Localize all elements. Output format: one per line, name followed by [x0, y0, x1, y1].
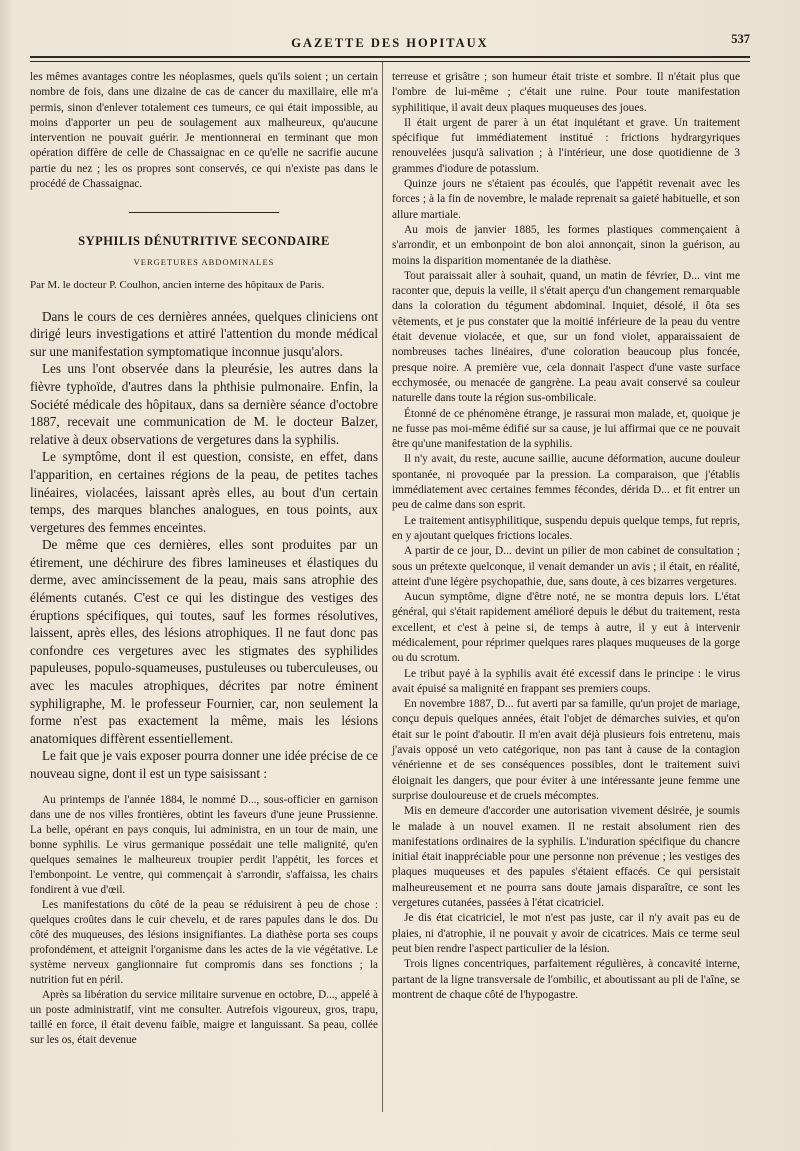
section-ornament	[30, 204, 378, 219]
paragraph: Le fait que je vais exposer pourra donner une idée précise de ce nouveau signe, dont il est un type saisissant :	[30, 748, 378, 781]
paragraph: Tout paraissait aller à souhait, quand, un matin de février, D... vint me raconter que, depuis la veille, il s'était aperçu d'un changement remarquable dans la coloration du tégument abdominal. Inquiet, désolé, il ôta ses vêtements, et je pus constater que la moitié inférieure de la peau du ventre était devenue violacée, et que, sur un fond violet, apparaissaient de nombreuses taches linéaires, d'une coloration beaucoup plus foncée, presque noire. A première vue, cela donnait l'aspect d'une vaste surface ecchymosée, ou menacée de gangrène. La peau avait conservé sa couleur naturelle dans toute la région sus-ombilicale.	[392, 269, 740, 405]
article-subtitle: VERGETURES ABDOMINALES	[133, 256, 275, 267]
right-column	[392, 70, 740, 1003]
paragraph: Les uns l'ont observée dans la pleurésie, les autres dans la fièvre typhoïde, d'autres dans la phthisie pulmonaire. Enfin, la Société médicale des hôpitaux, dans sa dernière séance d'octobre 1887, recevait une communication de M. le docteur Balzer, relative à deux observations de vergetures dans la syphilis.	[30, 361, 378, 447]
case-report	[30, 793, 378, 1048]
paragraph: A partir de ce jour, D... devint un pilier de mon cabinet de consultation ; sous un prétexte quelconque, il venait demander un avis ; il était, en réalité, atteint d'une légère psychopathie, due, sans doute, à ces bizarres vergetures.	[392, 545, 740, 588]
article-intro	[30, 308, 378, 783]
header-rule-thin	[30, 61, 750, 62]
header-rule	[30, 56, 750, 58]
running-title: GAZETTE DES HOPITAUX	[291, 36, 489, 50]
article-title: SYPHILIS DÉNUTRITIVE SECONDAIRE	[78, 233, 330, 248]
page-header	[30, 32, 750, 52]
paragraph: Trois lignes concentriques, parfaitement régulières, à concavité interne, partant de la ligne transversale de l'ombilic, et aboutissant au pli de l'aîne, se montrent de chaque côté de l'hypogastre.	[392, 958, 740, 1001]
paragraph: Quinze jours ne s'étaient pas écoulés, que l'appétit revenait avec les forces ; à la fin de novembre, le malade reprenait sa gaieté habituelle, et son allure martiale.	[392, 178, 740, 221]
article-byline: Par M. le docteur P. Coulhon, ancien interne des hôpitaux de Paris.	[30, 279, 325, 292]
paragraph: Il était urgent de parer à un état inquiétant et grave. Un traitement spécifique fut immédiatement institué : frictions hydrargyriques renouvelées jusqu'à salivation ; à l'intérieur, une dose quotidienne de 3 grammes d'iodure de potassium.	[392, 116, 740, 175]
paragraph: Étonné de ce phénomène étrange, je rassurai mon malade, et, quoique je ne fusse pas moi-même édifié sur sa cause, je lui affirmai que ce ne pouvait être qu'une manifestation de la syphilis.	[392, 407, 740, 451]
paragraph: Le traitement antisyphilitique, suspendu depuis quelque temps, fut repris, en y ajoutant quelques frictions locales.	[392, 514, 740, 542]
paragraph: Dans le cours de ces dernières années, quelques cliniciens ont dirigé leurs investigations et attiré l'attention du monde médical sur une manifestation symptomatique inconnue jusqu'alors.	[30, 308, 378, 359]
column-divider	[382, 62, 383, 1112]
paragraph: Après sa libération du service militaire survenue en octobre, D..., appelé à un poste administratif, vint me consulter. Autrefois vigoureux, gros, trapu, taillé en force, il était devenu faible, maigre et languissant. Sa peau, collée sur les os, était devenue	[30, 988, 378, 1046]
paragraph: Le symptôme, dont il est question, consiste, en effet, dans l'apparition, en certaines régions de la peau, de petites taches linéaires, violacées, laissant après elles, au bout d'un certain temps, des marques blanches analogues, en tous points, aux vergetures des femmes enceintes.	[30, 449, 378, 535]
paragraph: les mêmes avantages contre les néoplasmes, quels qu'ils soient ; un certain nombre de fois, dans une dizaine de cas de cancer du maxillaire, elle m'a permis, sinon d'enlever totalement ces tumeurs, ce qui était impossible, au moins d'apporter un peu de soulagement aux malheureux, qu'aucune intervention ne pouvait guérir. Je mentionnerai en terminant que mon opération diffère de celle de Chassaignac en ce qu'elle ne sacrifie aucune partie du nez ; les os propres sont conservés, ce qui n'existe pas dans le procédé de Chassaignac.	[30, 71, 378, 191]
paragraph: Aucun symptôme, digne d'être noté, ne se montra depuis lors. L'état général, qui s'était rapidement amélioré depuis le début du traitement, resta excellent, et c'est à peine si, de temps à autre, il y eut à intervenir médicalement, pour réprimer quelques rares plaques muqueuses de la gorge ou du scrotum.	[392, 591, 740, 665]
paragraph: De même que ces dernières, elles sont produites par un étirement, une déchirure des fibres lamineuses et élastiques du derme, avec amincissement de la peau, mais sans atrophie des éléments cutanés. C'est ce qui les distingue des vestiges des éruptions spécifiques, qui toutes, sauf les formes résolutives, laissent, après elles, des lésions atrophiques. Il ne faut donc pas confondre ces vergetures avec les stigmates des syphilides papuleuses, populo-squameuses, pustuleuses ou tuberculeuses, ou avec les macules atrophiques, décrites par notre éminent syphiligraphe, M. le professeur Fournier, car, non seulement la forme n'est pas exactement la même, mais les lésions anatomiques diffèrent essentiellement.	[30, 537, 378, 746]
paragraph: terreuse et grisâtre ; son humeur était triste et sombre. Il n'était plus que l'ombre de lui-même ; c'était une ruine. Pour toute manifestation syphilitique, il avait deux plaques muqueuses des joues.	[392, 71, 740, 114]
left-column	[30, 70, 378, 1048]
paragraph: Je dis état cicatriciel, le mot n'est pas juste, car il n'y avait pas eu de plaies, ni d'atrophie, il ne pouvait y avoir de cicatrices. Mais ce terme seul peut bien rendre l'aspect particulier de la lésion.	[392, 912, 740, 955]
paragraph: Il n'y avait, du reste, aucune saillie, aucune déformation, aucune douleur spontanée, ni provoquée par la pression. La comparaison, que j'établis immédiatement avec certaines femmes fécondes, dérida D... et fit entrer un peu de calme dans son esprit.	[392, 453, 740, 512]
paragraph: Les manifestations du côté de la peau se réduisirent à peu de chose : quelques croûtes dans le cuir chevelu, et de rares papules dans le dos. Du côté des muqueuses, des lésions insignifiantes. La diathèse porta ses coups profondément, et atteignit l'organisme dans les actes de la vie végétative. Le système nerveux ganglionnaire fut compromis dans ses fonctions ; la nutrition fut en péril.	[30, 898, 378, 986]
page-number: 537	[731, 32, 750, 46]
paragraph: Le tribut payé à la syphilis avait été excessif dans le principe : le virus avait épuisé sa malignité en frappant ses premiers coups.	[392, 667, 740, 695]
paragraph: Au mois de janvier 1885, les formes plastiques commençaient à s'arrondir, et un embonpoint de bon aloi annonçait, sinon la guérison, au moins la disparition momentanée de la diathèse.	[392, 223, 740, 267]
paragraph: Au printemps de l'année 1884, le nommé D..., sous-officier en garnison dans une de nos villes frontières, obtint les faveurs d'une jeune Prussienne. La belle, opérant en pays conquis, lui administra, en un tour de main, une bonne syphilis. Le virus germanique possédait une telle malignité, qu'en quelques semaines le malheureux troupier perdit l'appétit, les forces et l'embonpoint. Le ventre, qui commençait à s'arrondir, s'affaissa, les chairs fondirent à vue d'œil.	[30, 793, 378, 896]
paragraph: Mis en demeure d'accorder une autorisation vivement désirée, je soumis le malade à un nouvel examen. Il ne restait absolument rien des manifestations ordinaires de la syphilis. L'induration spécifique du chancre initial était inappréciable pour une personne non prévenue ; les vestiges des plaques muqueuses et des papules s'étaient effacés. Ce qui persistait malheureusement et ne pourra sans doute jamais disparaître, ce sont les vergetures cutanées, passées à l'état cicatriciel.	[392, 805, 740, 910]
paragraph: En novembre 1887, D... fut averti par sa famille, qu'un projet de mariage, conçu depuis quelques années, était l'objet de démarches suivies, et qu'on était sur le point d'aboutir. Il m'en avait déjà plusieurs fois entretenu, mais j'avais opposé un veto catégorique, non pas tant à cause de la contagion vénérienne et de ses conséquences possibles, dont le traitement suivi éloignait les dangers, que pour éviter à une intéressante jeune femme une surprise douloureuse et de cruels mécomptes.	[392, 698, 740, 802]
